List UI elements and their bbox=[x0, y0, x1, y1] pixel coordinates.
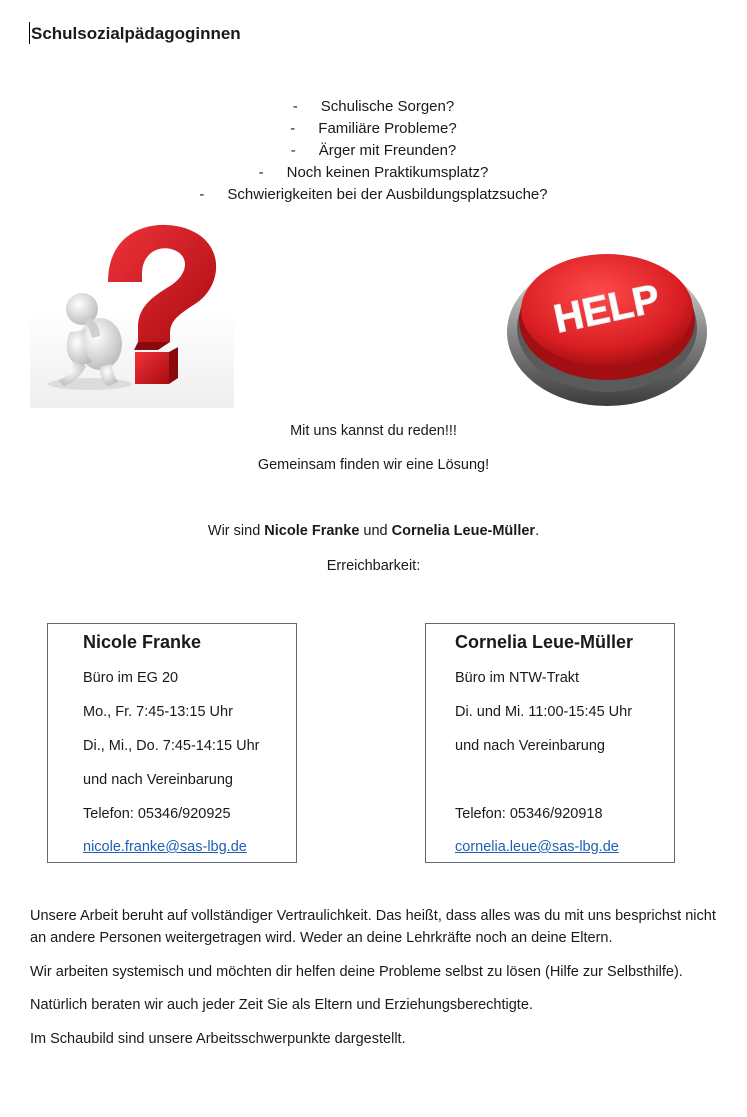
contact-phone: Telefon: 05346/920918 bbox=[455, 806, 603, 822]
intro-line bbox=[0, 523, 747, 539]
question-text: Ärger mit Freunden? bbox=[318, 142, 457, 159]
contact-office: Büro im NTW-Trakt bbox=[455, 670, 580, 686]
paragraph-parents: Natürlich beraten wir auch jeder Zeit Sie als Eltern und Erziehungsberechtigte. bbox=[30, 997, 533, 1013]
help-button-label: HELP bbox=[550, 276, 664, 342]
intro-suffix: . bbox=[535, 523, 540, 539]
list-item bbox=[0, 162, 747, 184]
contact-email-link[interactable]: cornelia.leue@sas-lbg.de bbox=[455, 839, 619, 855]
text-cursor bbox=[29, 22, 30, 44]
question-text: Noch keinen Praktikumsplatz? bbox=[286, 164, 489, 181]
list-marker: - bbox=[258, 164, 264, 181]
contact-name: Nicole Franke bbox=[83, 632, 202, 652]
contact-office: Büro im EG 20 bbox=[83, 670, 179, 686]
contact-card-nicole-franke bbox=[47, 623, 297, 863]
intro-joiner: und bbox=[359, 523, 392, 539]
contact-hours-2: Di., Mi., Do. 7:45-14:15 Uhr bbox=[83, 738, 260, 754]
document-title: Schulsozialpädagoginnen bbox=[31, 24, 241, 43]
question-text: Schwierigkeiten bei der Ausbildungsplatzsuche? bbox=[227, 186, 548, 203]
contact-hours-1: Mo., Fr. 7:45-13:15 Uhr bbox=[83, 704, 233, 720]
list-marker: - bbox=[199, 186, 205, 203]
paragraph-confidentiality: Unsere Arbeit beruht auf vollständiger Vertraulichkeit. Das heißt, dass alles was du mit uns besprichst nicht an andere Personen weitergetragen wird. Weder an deine Lehrkräfte noch an deine Eltern. bbox=[30, 908, 716, 946]
contact-phone: Telefon: 05346/920925 bbox=[83, 806, 231, 822]
list-marker: - bbox=[290, 142, 296, 159]
contact-appointment: und nach Vereinbarung bbox=[455, 738, 605, 754]
help-button-image bbox=[506, 236, 708, 408]
paragraph-systemic: Wir arbeiten systemisch und möchten dir helfen deine Probleme selbst zu lösen (Hilfe zur Selbsthilfe). bbox=[30, 964, 683, 980]
contact-email-link[interactable]: nicole.franke@sas-lbg.de bbox=[83, 839, 247, 855]
list-item bbox=[0, 140, 747, 162]
question-text: Familiäre Probleme? bbox=[318, 120, 457, 137]
intro-prefix: Wir sind bbox=[207, 523, 265, 539]
list-marker: - bbox=[290, 120, 296, 137]
contact-name: Cornelia Leue-Müller bbox=[455, 632, 634, 652]
thinking-figure-question-mark-image bbox=[30, 212, 234, 408]
list-item bbox=[0, 184, 747, 206]
reachability-label: Erreichbarkeit: bbox=[326, 558, 421, 574]
contact-hours-1: Di. und Mi. 11:00-15:45 Uhr bbox=[455, 704, 633, 720]
question-list bbox=[0, 96, 747, 206]
paragraph-diagram-note: Im Schaubild sind unsere Arbeitsschwerpunkte dargestellt. bbox=[30, 1031, 406, 1047]
contact-appointment: und nach Vereinbarung bbox=[83, 772, 233, 788]
list-item bbox=[0, 96, 747, 118]
intro-name-1: Nicole Franke bbox=[264, 523, 360, 539]
slogan-1: Mit uns kannst du reden!!! bbox=[290, 423, 457, 439]
slogan-2: Gemeinsam finden wir eine Lösung! bbox=[257, 457, 490, 473]
intro-name-2: Cornelia Leue-Müller bbox=[391, 523, 536, 539]
list-item bbox=[0, 118, 747, 140]
contact-card-cornelia-leue-mueller bbox=[425, 623, 675, 863]
list-marker: - bbox=[292, 98, 298, 115]
question-text: Schulische Sorgen? bbox=[320, 98, 455, 115]
